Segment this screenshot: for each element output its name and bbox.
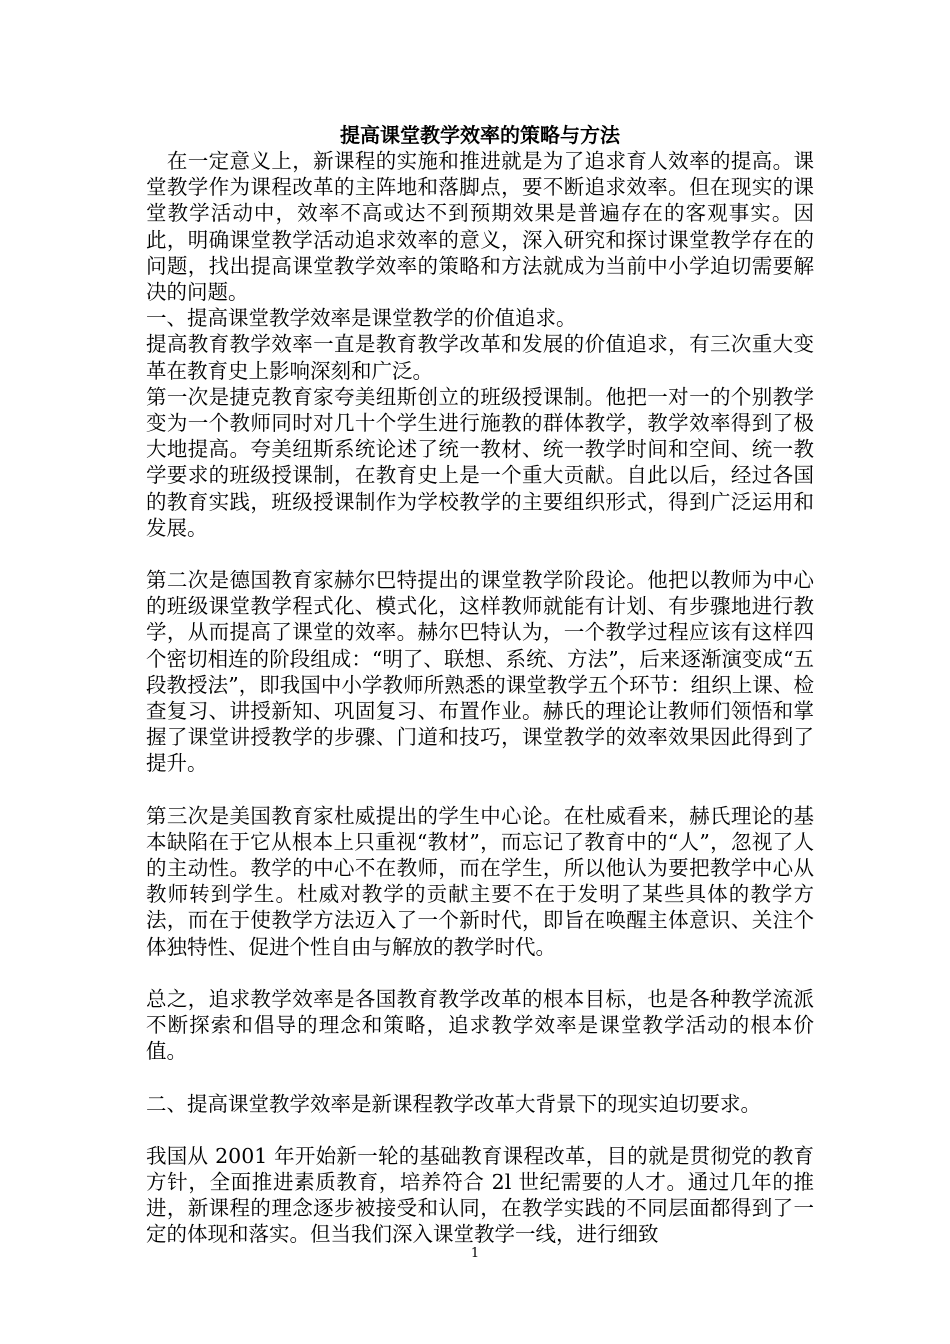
blank-line (146, 1117, 814, 1143)
document-title: 提高课堂教学效率的策略与方法 (340, 123, 620, 147)
paragraph-intro: 在一定意义上，新课程的实施和推进就是为了追求育人效率的提高。课堂教学作为课程改革的主阵地和落脚点，要不断追求效率。但在现实的课堂教学活动中，效率不高或达不到预期效果是普遍存在的客观事实。因此，明确课堂教学活动追求效率的意义，深入研究和探讨课堂教学存在的问题，找出提高课堂教学效率的策略和方法就成为当前中小学迫切需要解决的问题。 (146, 149, 814, 305)
blank-line (146, 960, 814, 986)
section-heading-1: 一、提高课堂教学效率是课堂教学的价值追求。 (146, 306, 577, 331)
blank-line (146, 1065, 814, 1091)
document-body (146, 122, 814, 1248)
paragraph-second-reform: 第二次是德国教育家赫尔巴特提出的课堂教学阶段论。他把以教师为中心的班级课堂教学程式化、模式化，这样教师就能有计划、有步骤地进行教学，从而提高了课堂的效率。赫尔巴特认为，一个教学过程应该有这样四个密切相连的阶段组成：“明了、联想、系统、方法”，后来逐渐演变成“五段教授法”，即我国中小学教师所熟悉的课堂教学五个环节：组织上课、检查复习、讲授新知、巩固复习、布置作业。赫氏的理论让教师们领悟和掌握了课堂讲授教学的步骤、门道和技巧，课堂教学的效率效果因此得到了提升。 (146, 568, 814, 776)
section-heading-2: 二、提高课堂教学效率是新课程教学改革大背景下的现实迫切要求。 (146, 1091, 761, 1116)
page-number: 1 (470, 1246, 480, 1261)
paragraph-section-1-intro: 提高教育教学效率一直是教育教学改革和发展的价值追求，有三次重大变革在教育史上影响深刻和广泛。 (146, 332, 814, 383)
paragraph-section-2-body: 我国从 2001 年开始新一轮的基础教育课程改革，目的就是贯彻党的教育方针，全面推进素质教育，培养符合 2l 世纪需要的人才。通过几年的推进，新课程的理念逐步被接受和认同，在教学实践的不同层面都得到了一定的体现和落实。但当我们深入课堂教学一线，进行细致 (146, 1143, 814, 1247)
blank-line (146, 777, 814, 803)
paragraph-first-reform: 第一次是捷克教育家夸美纽斯创立的班级授课制。他把一对一的个别教学变为一个教师同时对几十个学生进行施教的群体教学，教学效率得到了极大地提高。夸美纽斯系统论述了统一教材、统一教学时间和空间、统一教学要求的班级授课制，在教育史上是一个重大贡献。自此以后，经过各国的教育实践，班级授课制作为学校教学的主要组织形式，得到广泛运用和发展。 (146, 384, 814, 540)
blank-line (146, 541, 814, 567)
paragraph-summary: 总之，追求教学效率是各国教育教学改革的根本目标，也是各种教学流派不断探索和倡导的理念和策略，追求教学效率是课堂教学活动的根本价值。 (146, 986, 814, 1064)
paragraph-third-reform: 第三次是美国教育家杜威提出的学生中心论。在杜威看来，赫氏理论的基本缺陷在于它从根本上只重视“教材”，而忘记了教育中的“人”，忽视了人的主动性。教学的中心不在教师，而在学生，所以他认为要把教学中心从教师转到学生。杜威对教学的贡献主要不在于发明了某些具体的教学方法，而在于使教学方法迈入了一个新时代，即旨在唤醒主体意识、关注个体独特性、促进个性自由与解放的教学时代。 (146, 803, 814, 959)
